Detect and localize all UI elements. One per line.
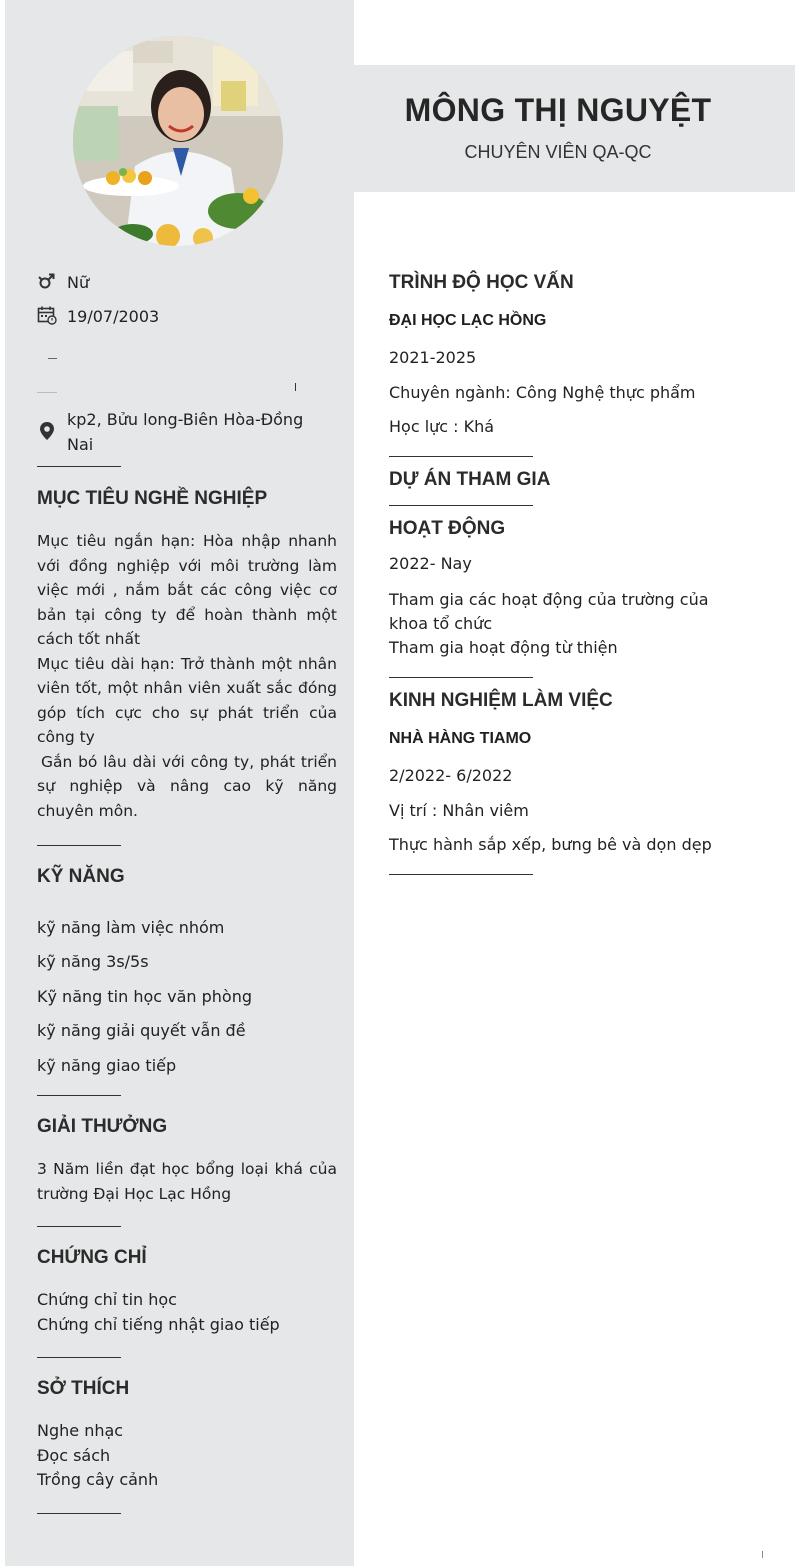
hobbies-title: SỞ THÍCH <box>37 1378 130 1399</box>
avatar <box>73 36 283 246</box>
divider <box>389 456 533 457</box>
residual-mark <box>295 383 296 391</box>
education-period: 2021-2025 <box>389 348 477 367</box>
hobby-item: Trồng cây cảnh <box>37 1470 159 1489</box>
divider <box>37 1357 121 1358</box>
education-school: ĐẠI HỌC LẠC HỒNG <box>389 312 547 329</box>
address-row <box>37 407 307 457</box>
awards-text: 3 Năm liền đạt học bổng loại khá của trường Đại Học Lạc Hồng <box>37 1160 337 1203</box>
divider <box>389 874 533 875</box>
activities-period: 2022- Nay <box>389 554 472 573</box>
divider <box>37 1513 121 1514</box>
career-goal-body <box>37 529 337 823</box>
career-goal-long-term: Mục tiêu dài hạn: Trở thành một nhân viên tốt, một nhân viên xuất sắc đóng góp tích cực cho sự phát triển của công ty <box>37 654 337 746</box>
candidate-name: MÔNG THỊ NGUYỆT <box>404 92 712 128</box>
experience-position: Vị trí : Nhân viêm <box>389 801 529 820</box>
calendar-icon <box>37 305 57 325</box>
activities-list <box>389 588 749 660</box>
skill-item: Kỹ năng tin học văn phòng <box>37 987 253 1006</box>
residual-mark <box>762 1551 763 1558</box>
hobby-item: Đọc sách <box>37 1445 111 1465</box>
certificates-title: CHỨNG CHỈ <box>37 1247 147 1268</box>
gender-row <box>37 270 89 295</box>
activity-item: Tham gia hoạt động từ thiện <box>389 638 618 657</box>
divider <box>37 466 121 467</box>
experience-title: KINH NGHIỆM LÀM VIỆC <box>389 690 613 711</box>
experience-period: 2/2022- 6/2022 <box>389 766 513 785</box>
activity-item: Tham gia các hoạt động của trường của khoa tổ chức <box>389 590 709 633</box>
hobbies-list <box>37 1419 158 1493</box>
location-pin-icon <box>37 421 57 441</box>
certificate-item: Chứng chỉ tin học <box>37 1290 177 1309</box>
career-goal-commitment: Gắn bó lâu dài với công ty, phát triển sự nghiệp và nâng cao kỹ năng chuyên môn. <box>37 752 337 820</box>
skill-item: kỹ năng làm việc nhóm <box>37 918 225 937</box>
birthdate-value: 19/07/2003 <box>67 307 160 326</box>
birthdate-row <box>37 304 159 329</box>
address-value: kp2, Bửu long-Biên Hòa-Đồng Nai <box>67 410 304 454</box>
awards-title: GIẢI THƯỞNG <box>37 1116 168 1137</box>
divider <box>37 1095 121 1096</box>
activities-title: HOẠT ĐỘNG <box>389 518 506 539</box>
skills-title: KỸ NĂNG <box>37 866 125 887</box>
certificate-item: Chứng chỉ tiếng nhật giao tiếp <box>37 1314 280 1334</box>
skill-item: kỹ năng giao tiếp <box>37 1056 177 1075</box>
residual-mark <box>37 392 57 393</box>
divider <box>37 1226 121 1227</box>
job-title: CHUYÊN VIÊN QA-QC <box>464 142 652 162</box>
career-goal-short-term: Mục tiêu ngắn hạn: Hòa nhập nhanh với đồng nghiệp với môi trường làm việc mới , nắm bắt các công việc cơ bản tại công ty để hoàn thành một cách tốt nhất <box>37 532 337 648</box>
divider <box>37 845 121 846</box>
education-major: Chuyên ngành: Công Nghệ thực phẩm <box>389 383 696 402</box>
education-title: TRÌNH ĐỘ HỌC VẤN <box>389 272 574 293</box>
projects-title: DỰ ÁN THAM GIA <box>389 469 551 490</box>
gender-value: Nữ <box>67 273 90 292</box>
skill-item: kỹ năng 3s/5s <box>37 952 149 971</box>
gender-icon <box>37 271 57 291</box>
residual-mark <box>48 358 57 359</box>
divider <box>389 505 533 506</box>
experience-company: NHÀ HÀNG TIAMO <box>389 730 532 747</box>
career-goal-title: MỤC TIÊU NGHỀ NGHIỆP <box>37 488 268 509</box>
experience-description: Thực hành sắp xếp, bưng bê và dọn dẹp <box>389 835 712 854</box>
skill-item: kỹ năng giải quyết vẫn đề <box>37 1021 246 1040</box>
certificates-list <box>37 1288 280 1337</box>
divider <box>389 677 533 678</box>
hobby-item: Nghe nhạc <box>37 1421 124 1440</box>
education-grade: Học lực : Khá <box>389 417 495 436</box>
